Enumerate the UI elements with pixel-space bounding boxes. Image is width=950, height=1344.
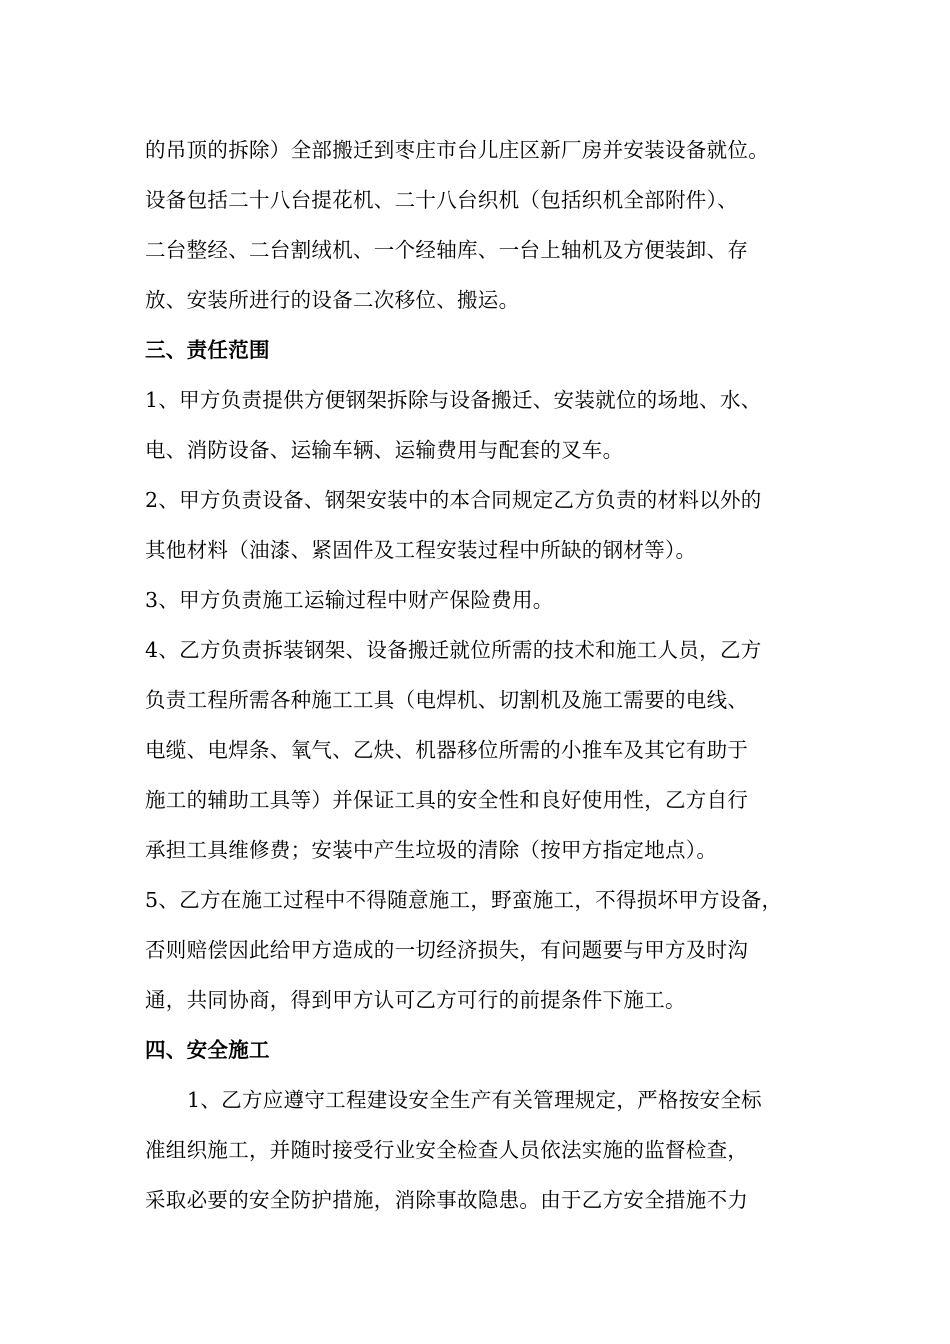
body-text-line: 1、乙方应遵守工程建设安全生产有关管理规定，严格按安全标 [187,1088,762,1112]
body-text-line: 采取必要的安全防护措施，消除事故隐患。由于乙方安全措施不力 [145,1188,749,1212]
body-text-line: 承担工具维修费；安装中产生垃圾的清除（按甲方指定地点）。 [145,838,718,862]
body-text-line: 二台整经、二台割绒机、一个经轴库、一台上轴机及方便装卸、存 [145,238,749,262]
body-text-line: 4、乙方负责拆装钢架、设备搬迁就位所需的技术和施工人员，乙方 [145,638,762,662]
body-text-line: 3、甲方负责施工运输过程中财产保险费用。 [145,588,554,612]
body-text-line: 负责工程所需各种施工工具（电焊机、切割机及施工需要的电线、 [145,688,749,712]
body-text-line: 通，共同协商，得到甲方认可乙方可行的前提条件下施工。 [145,988,686,1012]
body-text-line: 的吊顶的拆除）全部搬迁到枣庄市台儿庄区新厂房并安装设备就位。 [145,138,769,162]
section-heading: 四、安全施工 [145,1038,270,1062]
body-text-line: 设备包括二十八台提花机、二十八台织机（包括织机全部附件）、 [145,188,738,212]
body-text-line: 2、甲方负责设备、钢架安装中的本合同规定乙方负责的材料以外的 [145,488,762,512]
body-text-line: 电缆、电焊条、氧气、乙炔、机器移位所需的小推车及其它有助于 [145,738,749,762]
section-heading: 三、责任范围 [145,338,270,362]
body-text-line: 电、消防设备、运输车辆、运输费用与配套的叉车。 [145,438,624,462]
body-text-line: 1、甲方负责提供方便钢架拆除与设备搬迁、安装就位的场地、水、 [145,388,762,412]
body-text-line: 放、安装所进行的设备二次移位、搬运。 [145,288,520,312]
body-text-line: 准组织施工，并随时接受行业安全检查人员依法实施的监督检查， [145,1138,749,1162]
body-text-line: 施工的辅助工具等）并保证工具的安全性和良好使用性，乙方自行 [145,788,749,812]
body-text-line: 5、乙方在施工过程中不得随意施工，野蛮施工，不得损坏甲方设备， [145,888,783,912]
body-text-line: 其他材料（油漆、紧固件及工程安装过程中所缺的钢材等）。 [145,538,697,562]
body-text-line: 否则赔偿因此给甲方造成的一切经济损失，有问题要与甲方及时沟 [145,938,749,962]
